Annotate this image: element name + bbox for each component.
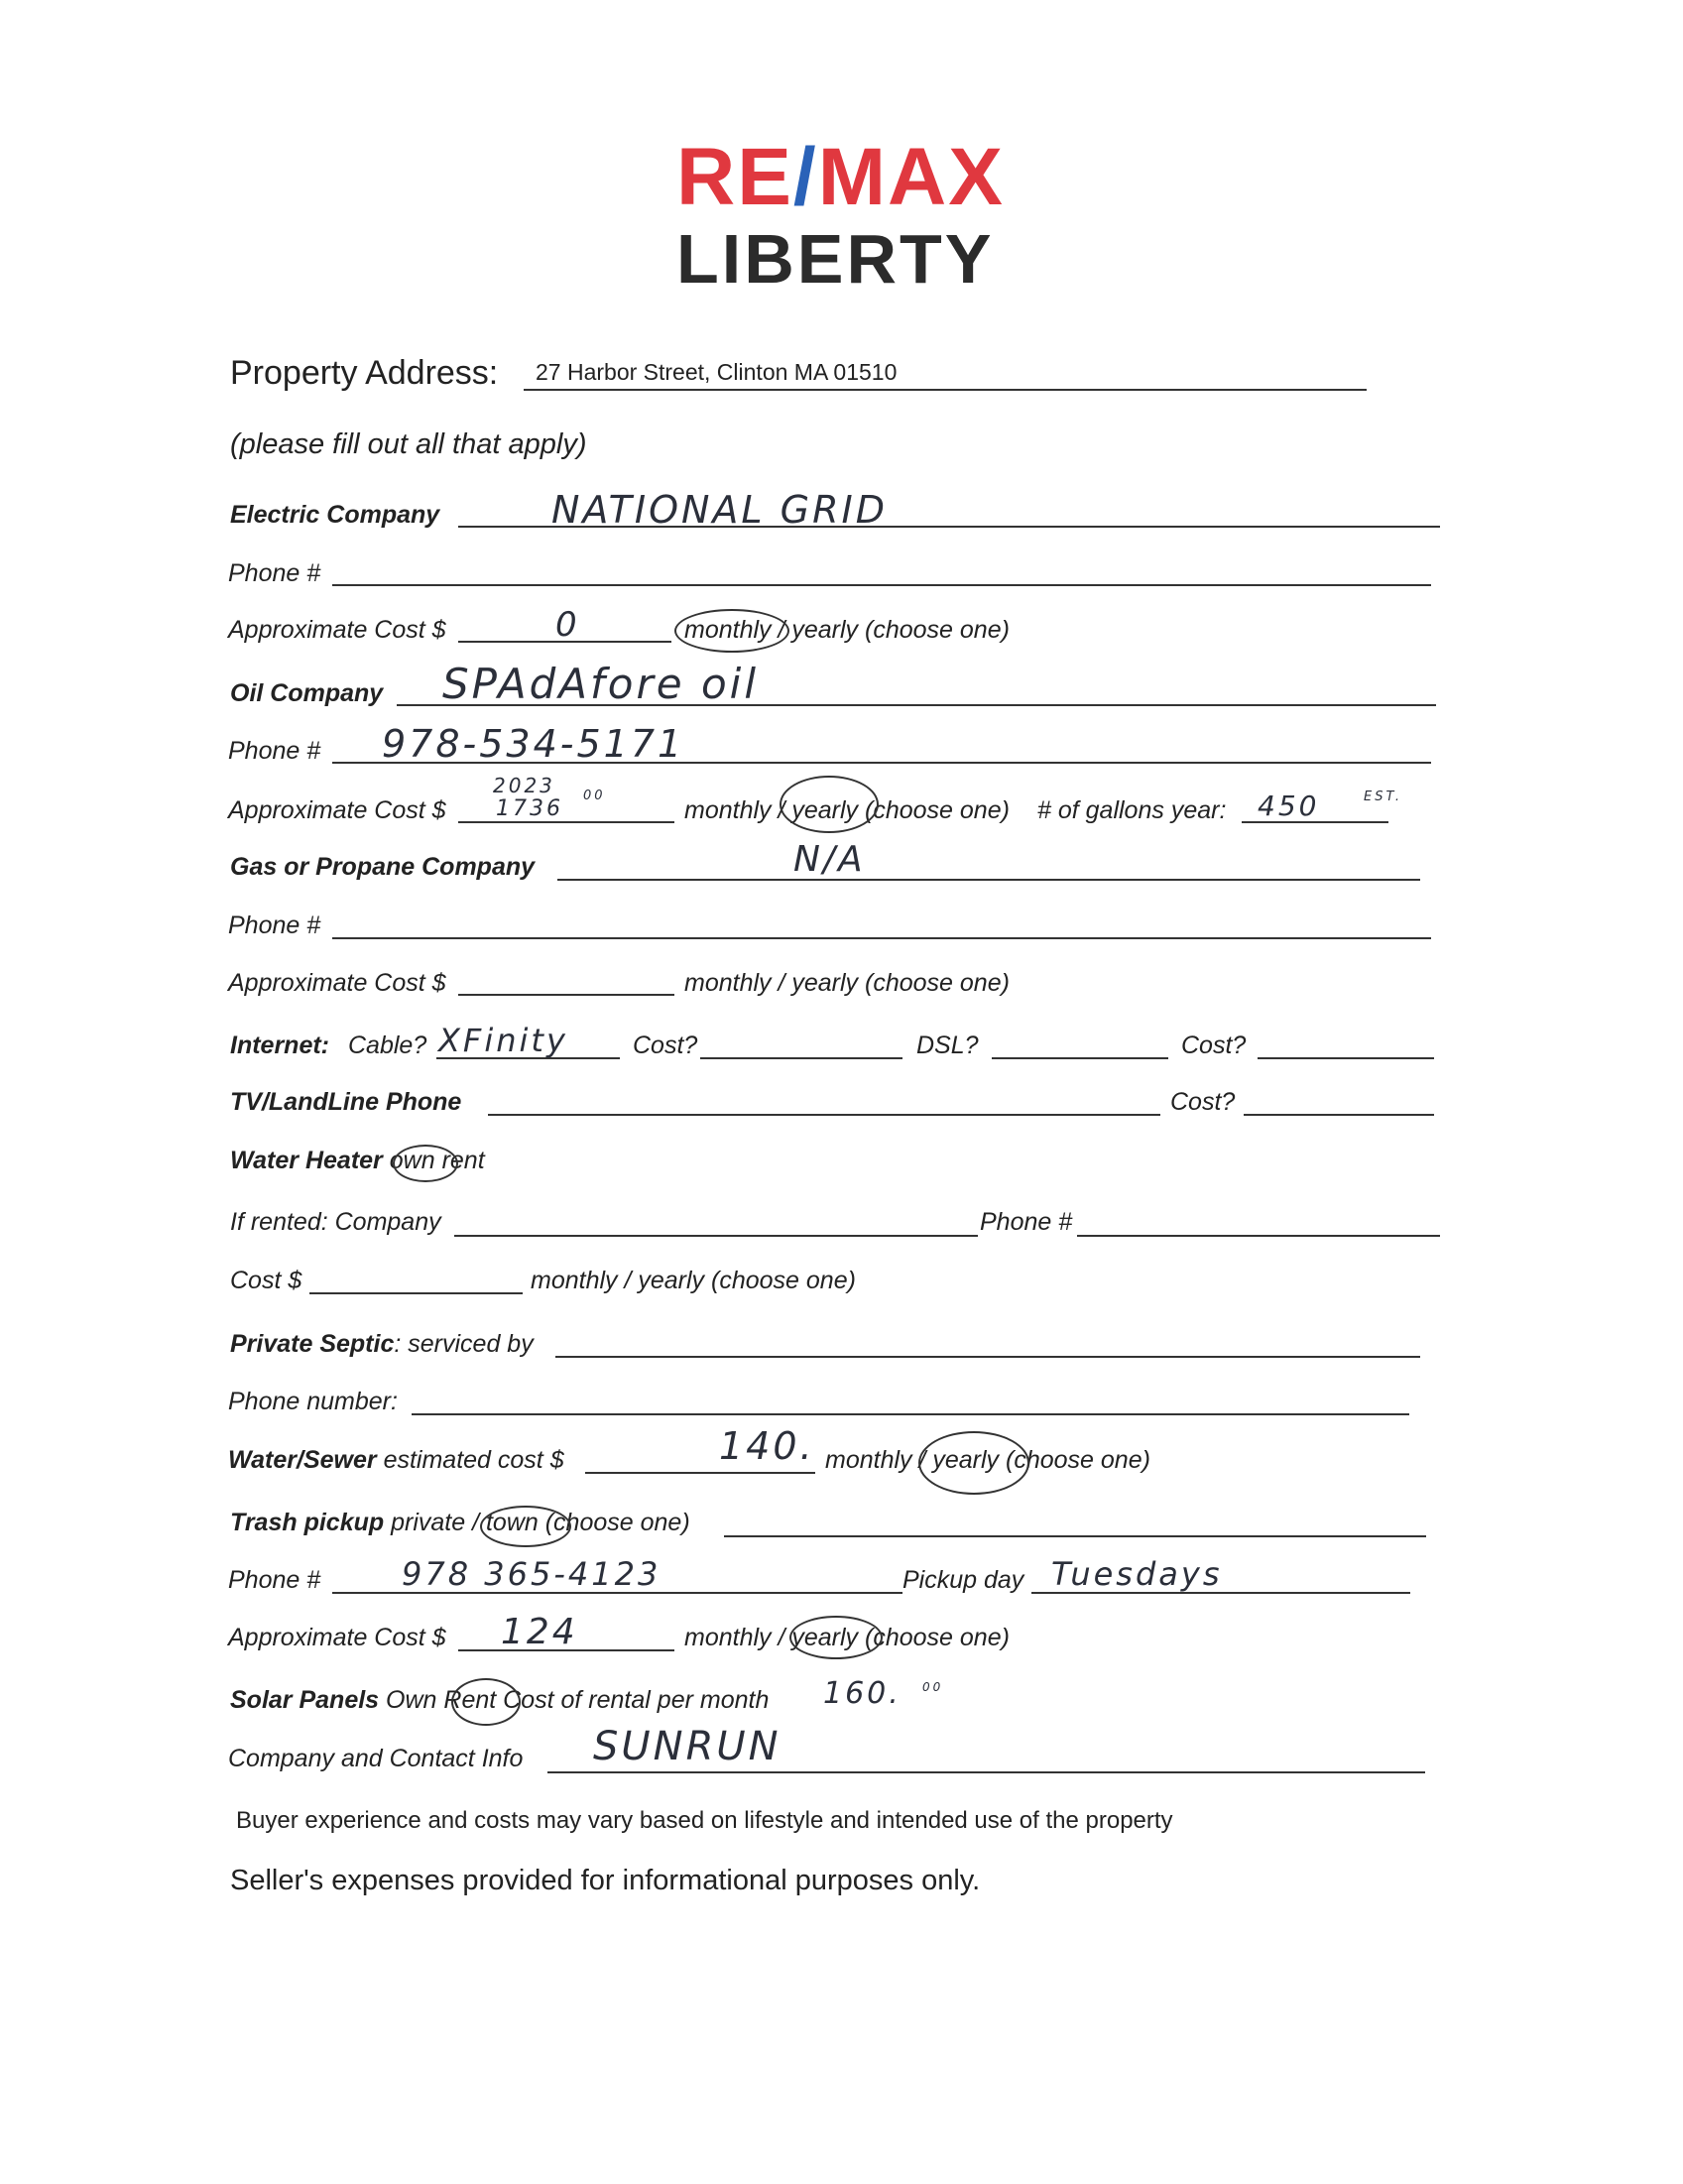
oil-cost-year: 2023 <box>493 774 555 797</box>
septic-label: Private Septic: serviced by <box>230 1330 534 1358</box>
internet-label: Internet: <box>230 1031 329 1059</box>
water-heater-phone-label: Phone # <box>980 1208 1073 1236</box>
logo-re: RE <box>676 132 793 222</box>
gas-phone-line <box>332 937 1431 939</box>
internet-dsl-line <box>992 1057 1168 1059</box>
internet-cable-value: XFinity <box>438 1022 568 1059</box>
water-sewer-period: monthly / yearly (choose one) <box>825 1446 1150 1474</box>
septic-phone-label: Phone number: <box>228 1388 398 1415</box>
water-sewer-line <box>585 1472 815 1474</box>
water-heater-own: own <box>389 1147 435 1174</box>
tv-cost-line <box>1244 1114 1434 1116</box>
trash-phone-value: 978 365-4123 <box>402 1555 661 1593</box>
electric-monthly-circle <box>674 609 789 653</box>
oil-phone-label: Phone # <box>228 737 321 765</box>
solar-rental-value: 160. <box>823 1676 902 1711</box>
logo-office-name: LIBERTY <box>676 220 995 298</box>
oil-period: monthly / yearly (choose one) <box>684 796 1010 824</box>
internet-cost-label: Cost? <box>633 1031 698 1059</box>
gas-phone-label: Phone # <box>228 911 321 939</box>
property-address-value: 27 Harbor Street, Clinton MA 01510 <box>536 359 898 385</box>
internet-cable-label: Cable? <box>348 1031 427 1059</box>
solar-own: Own <box>386 1686 437 1714</box>
septic-phone-line <box>412 1413 1409 1415</box>
trash-label: Trash pickup private / town (choose one) <box>230 1509 690 1536</box>
tv-cost-label: Cost? <box>1170 1088 1236 1116</box>
solar-rental-label: Cost of rental per month <box>503 1686 770 1714</box>
property-address-label: Property Address: <box>230 354 499 392</box>
water-heater-cost-label: Cost $ <box>230 1267 302 1294</box>
internet-cost-line <box>700 1057 902 1059</box>
solar-rental-cents: 00 <box>922 1680 944 1694</box>
gas-period: monthly / yearly (choose one) <box>684 969 1010 997</box>
trash-cost-label: Approximate Cost $ <box>228 1624 446 1651</box>
water-sewer-yearly-circle <box>918 1431 1029 1495</box>
trash-pickup-value: Tuesdays <box>1051 1555 1223 1593</box>
internet-cost2-label: Cost? <box>1181 1031 1247 1059</box>
electric-value: NATIONAL GRID <box>551 488 888 532</box>
oil-cost-label: Approximate Cost $ <box>228 796 446 824</box>
logo-slash: / <box>792 132 818 222</box>
water-heater-phone-line <box>1077 1235 1440 1237</box>
oil-cost-value: 1736 <box>496 796 563 821</box>
trash-line <box>724 1535 1426 1537</box>
electric-phone-line <box>332 584 1431 586</box>
septic-line <box>555 1356 1420 1358</box>
oil-phone-value: 978-534-5171 <box>382 722 685 766</box>
oil-cost-line <box>458 821 674 823</box>
electric-label: Electric Company <box>230 501 440 529</box>
property-address-line <box>524 389 1367 391</box>
trash-phone-label: Phone # <box>228 1566 321 1594</box>
solar-company-value: SUNRUN <box>593 1724 781 1769</box>
trash-period: monthly / yearly (choose one) <box>684 1624 1010 1651</box>
instructions: (please fill out all that apply) <box>230 428 587 460</box>
trash-pickup-label: Pickup day <box>902 1566 1024 1594</box>
oil-label: Oil Company <box>230 679 384 707</box>
tv-label: TV/LandLine Phone <box>230 1088 462 1116</box>
footer-informational-note: Seller's expenses provided for informational purposes only. <box>230 1865 981 1896</box>
remax-logo <box>676 132 1005 222</box>
solar-rent-circle <box>451 1678 521 1726</box>
oil-value: SPAdAfore oil <box>442 660 759 708</box>
footer-disclaimer: Buyer experience and costs may vary based on lifestyle and intended use of the property <box>236 1807 1173 1834</box>
gas-cost-label: Approximate Cost $ <box>228 969 446 997</box>
gas-label: Gas or Propane Company <box>230 853 536 881</box>
solar-rent: Rent <box>443 1686 497 1714</box>
gas-cost-line <box>458 994 674 996</box>
water-sewer-value: 140. <box>719 1424 815 1468</box>
water-heater-period: monthly / yearly (choose one) <box>531 1267 856 1294</box>
logo-max: MAX <box>817 132 1005 222</box>
water-heater-company-label: If rented: Company <box>230 1208 441 1236</box>
water-heater-rent: rent <box>441 1147 485 1174</box>
solar-label: Solar Panels Own Rent Cost of rental per month <box>230 1686 770 1714</box>
oil-yearly-circle <box>780 776 879 833</box>
oil-gallons-value: 450 <box>1258 789 1320 822</box>
oil-gallons-note: EST. <box>1364 789 1402 804</box>
water-heater-cost-line <box>309 1292 523 1294</box>
gas-value: N/A <box>793 839 866 880</box>
tv-line <box>488 1114 1160 1116</box>
water-heater-own-circle <box>393 1145 458 1182</box>
internet-dsl-label: DSL? <box>916 1031 979 1059</box>
electric-period: monthly / yearly (choose one) <box>684 616 1010 644</box>
electric-cost-label: Approximate Cost $ <box>228 616 446 644</box>
trash-yearly-circle <box>789 1616 883 1659</box>
electric-cost-value: 0 <box>555 605 580 645</box>
solar-company-label: Company and Contact Info <box>228 1745 524 1772</box>
water-heater-company-line <box>454 1235 978 1237</box>
oil-gallons-label: # of gallons year: <box>1037 796 1227 824</box>
trash-cost-value: 124 <box>501 1612 578 1652</box>
oil-cost-cents: 00 <box>583 789 606 803</box>
water-heater-label: Water Heater own rent <box>230 1147 485 1174</box>
gas-line <box>557 879 1420 881</box>
internet-cost2-line <box>1258 1057 1434 1059</box>
electric-phone-label: Phone # <box>228 559 321 587</box>
trash-town-circle <box>480 1506 571 1547</box>
solar-company-line <box>547 1771 1425 1773</box>
water-sewer-label: Water/Sewer estimated cost $ <box>228 1446 564 1474</box>
